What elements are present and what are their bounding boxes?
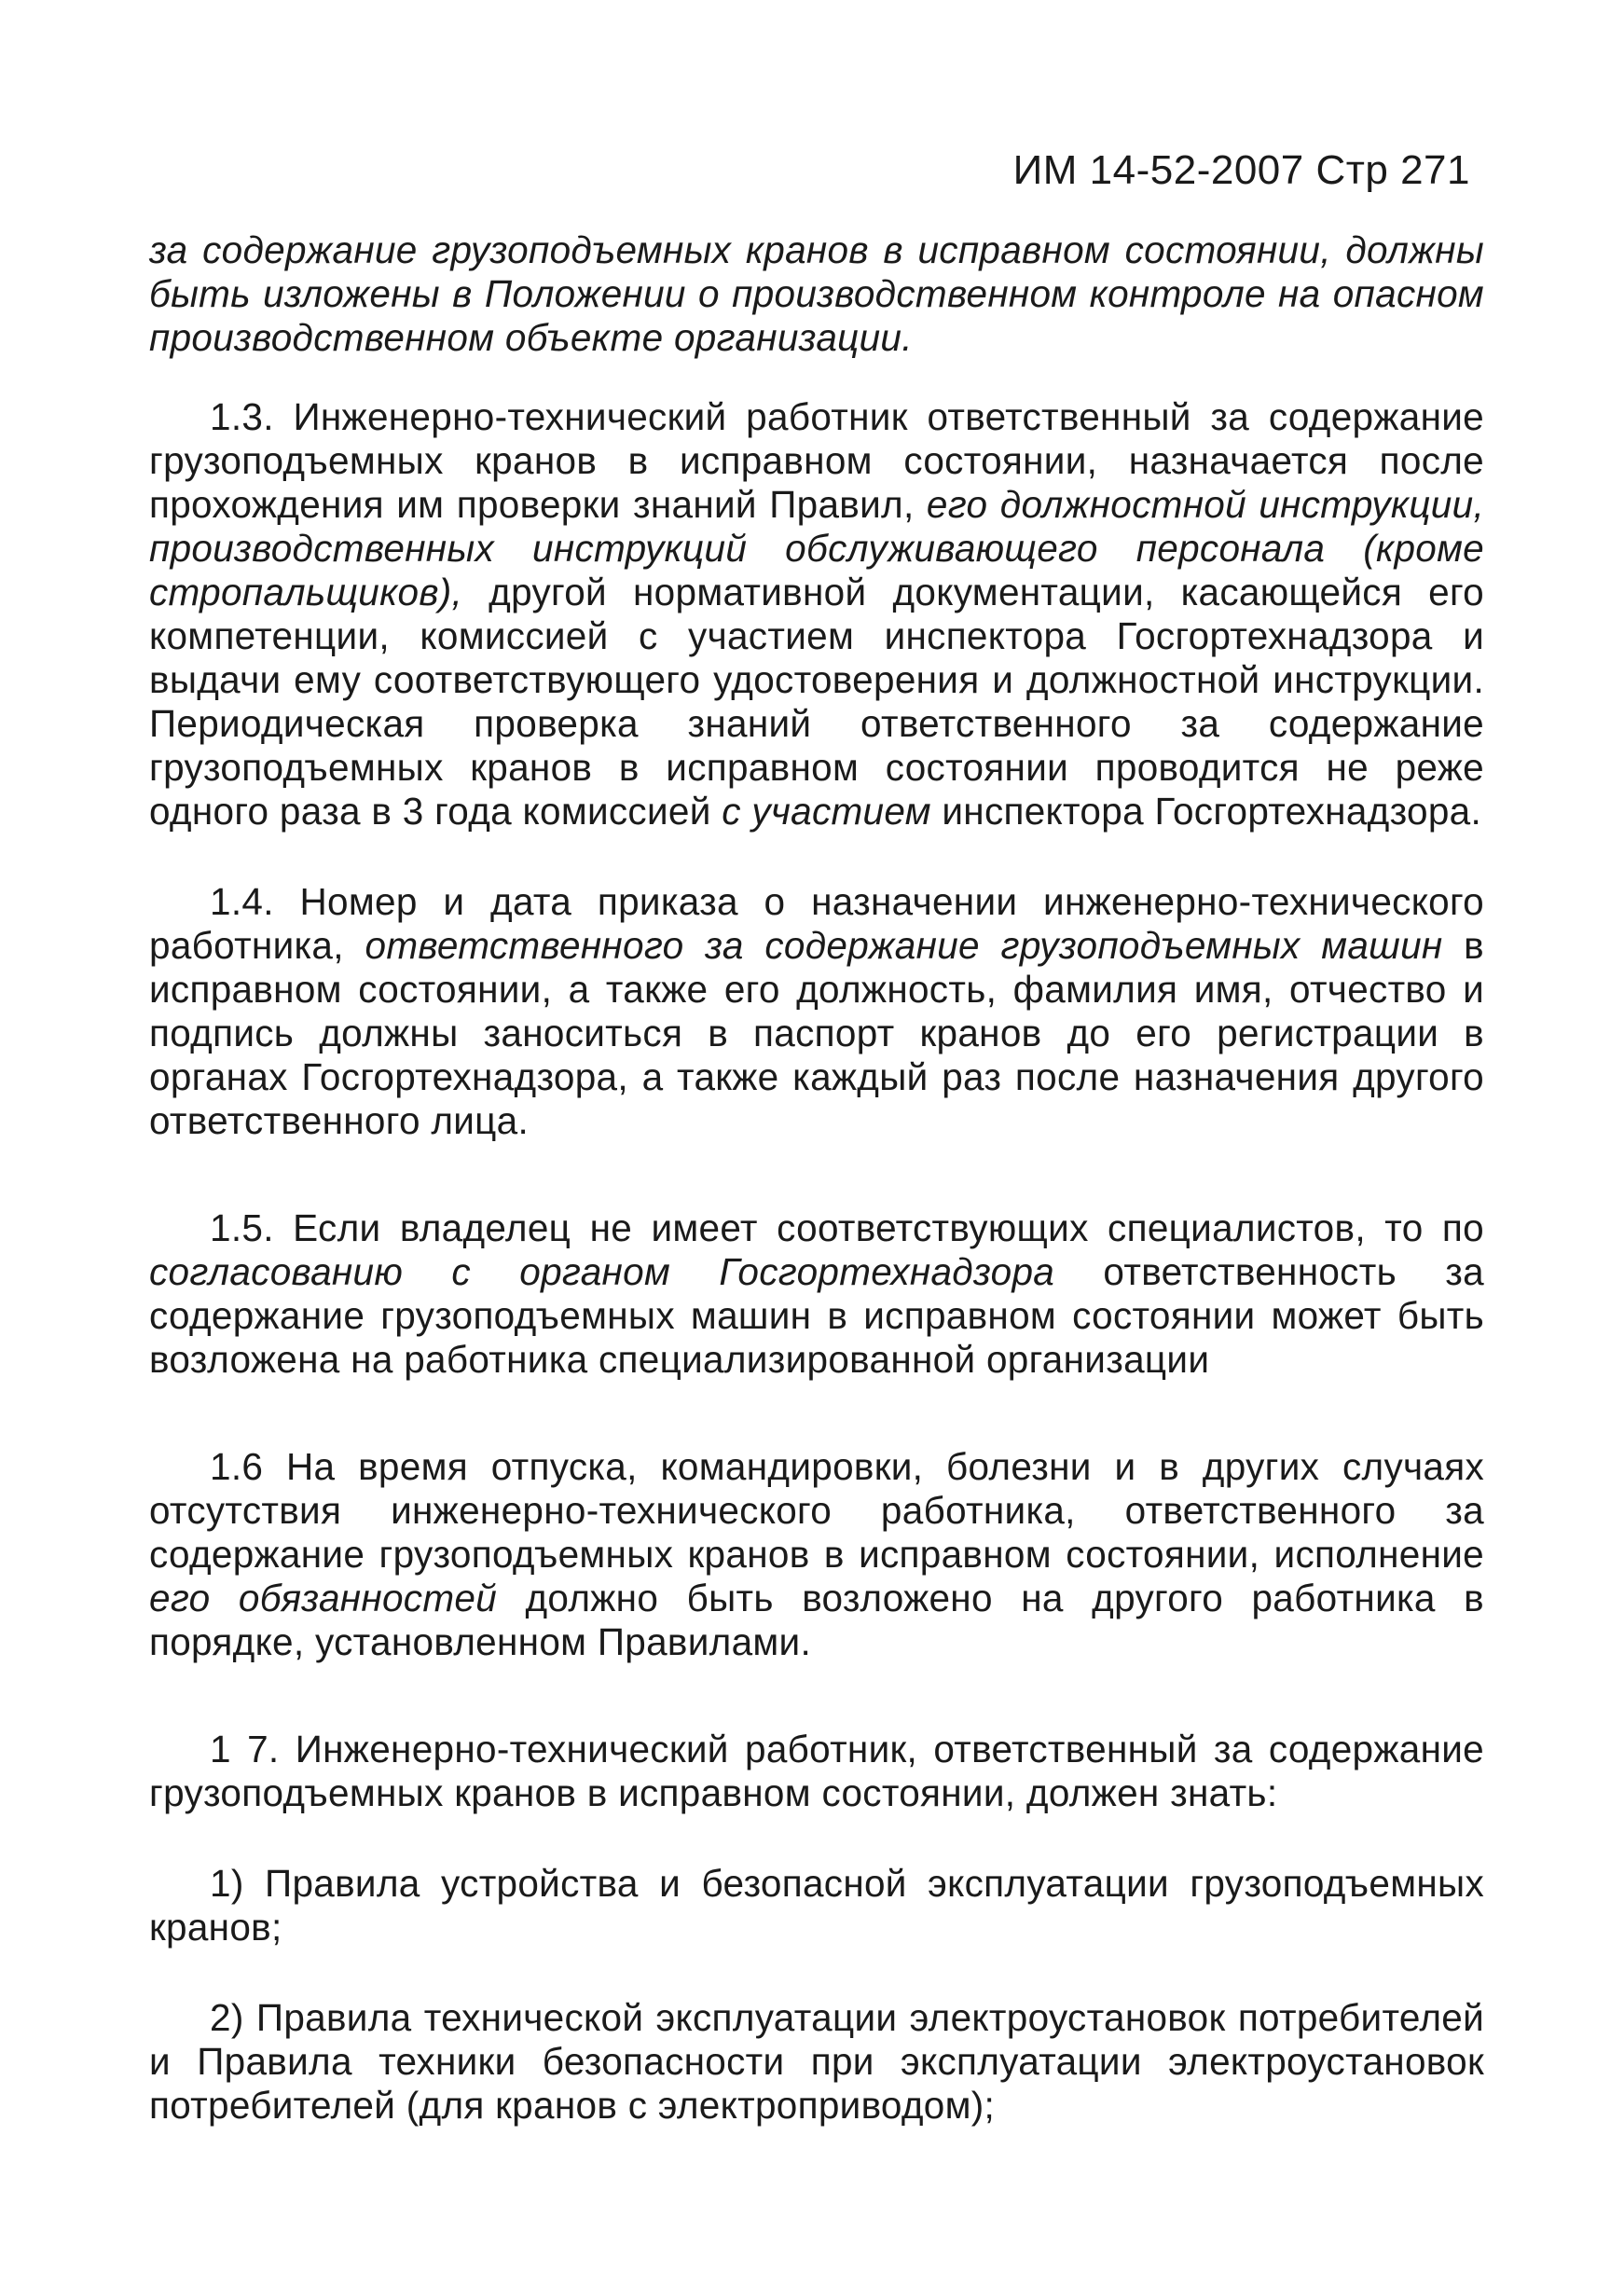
paragraph-1-5-part-c: ответственность за содержание грузоподъемных машин в исправном состоянии может быть возложена на работника специализированной организации bbox=[149, 1250, 1484, 1381]
paragraph-1-7 bbox=[149, 1728, 1484, 1815]
paragraph-1-6-part-a: 1.6 На время отпуска, командировки, болезни и в других случаях отсутствия инженерно-технического работника, ответственного за содержание грузоподъемных кранов в исправном состоянии, исполнение bbox=[149, 1445, 1484, 1576]
page-header: ИМ 14-52-2007 Стр 271 bbox=[1012, 147, 1470, 193]
paragraph-1-4-part-b: ответственного за содержание грузоподъемных машин bbox=[343, 924, 1443, 967]
list-item-2 bbox=[149, 1996, 1484, 2128]
paragraph-1-6-part-c: должно быть возложено на другого работника в порядке, установленном Правилами. bbox=[149, 1577, 1484, 1663]
list-item-1 bbox=[149, 1862, 1484, 1949]
paragraph-1-5 bbox=[149, 1206, 1484, 1382]
paragraph-1-3-part-d: с участием bbox=[710, 790, 931, 833]
paragraph-1-5-part-a: 1.5. Если владелец не имеет соответствующих специалистов, то по bbox=[210, 1206, 1484, 1249]
paragraph-continuation bbox=[149, 228, 1484, 360]
paragraph-1-4-part-a: 1.4. Номер и дата приказа о назначении инженерно-технического работника, bbox=[149, 880, 1484, 967]
paragraph-1-3-part-a: 1.3. Инженерно-технический работник ответственный за содержание грузоподъемных кранов в исправном состоянии, назначается после прохождения им проверки знаний Правил, bbox=[149, 395, 1484, 526]
paragraph-1-6-part-b: его обязанностей bbox=[149, 1577, 498, 1619]
paragraph-1-6 bbox=[149, 1445, 1484, 1664]
document-body bbox=[149, 228, 1484, 2174]
paragraph-1-7-text: 1 7. Инженерно-технический работник, ответственный за содержание грузоподъемных кранов в исправном состоянии, должен знать: bbox=[149, 1728, 1484, 1814]
paragraph-1-3-part-b: его должностной инструкции, производственных инструкций обслуживающего персонала (кроме стропальщиков), bbox=[149, 483, 1484, 613]
paragraph-1-4-part-c: в исправном состоянии, а также его должность, фамилия имя, отчество и подпись должны заноситься в паспорт кранов до его регистрации в органах Госгортехнадзора, а также каждый раз после назначения другого ответственного лица. bbox=[149, 924, 1484, 1142]
paragraph-continuation-text: за содержание грузоподъемных кранов в исправном состоянии, должны быть изложены в Положении о производственном контроле на опасном производственном объекте организации. bbox=[149, 228, 1484, 359]
list-item-2-text: 2) Правила технической эксплуатации электроустановок потребителей и Правила техники безопасности при эксплуатации электроустановок потребителей (для кранов с электроприводом); bbox=[149, 1996, 1484, 2127]
paragraph-1-5-part-b: согласованию с органом Госгортехнадзора bbox=[149, 1250, 1055, 1293]
paragraph-1-3-part-c: другой нормативной документации, касающейся его компетенции, комиссией с участием инспектора Госгортехнадзора и выдачи ему соответствующего удостоверения и должностной инструкции. Периодическая проверка знаний ответственного за содержание грузоподъемных кранов в исправном состоянии проводится не реже одного раза в 3 года комиссией bbox=[149, 571, 1484, 833]
paragraph-1-4 bbox=[149, 880, 1484, 1143]
paragraph-1-3 bbox=[149, 395, 1484, 833]
paragraph-1-3-part-e: инспектора Госгортехнадзора. bbox=[930, 790, 1482, 833]
list-item-1-text: 1) Правила устройства и безопасной эксплуатации грузоподъемных кранов; bbox=[149, 1862, 1484, 1949]
